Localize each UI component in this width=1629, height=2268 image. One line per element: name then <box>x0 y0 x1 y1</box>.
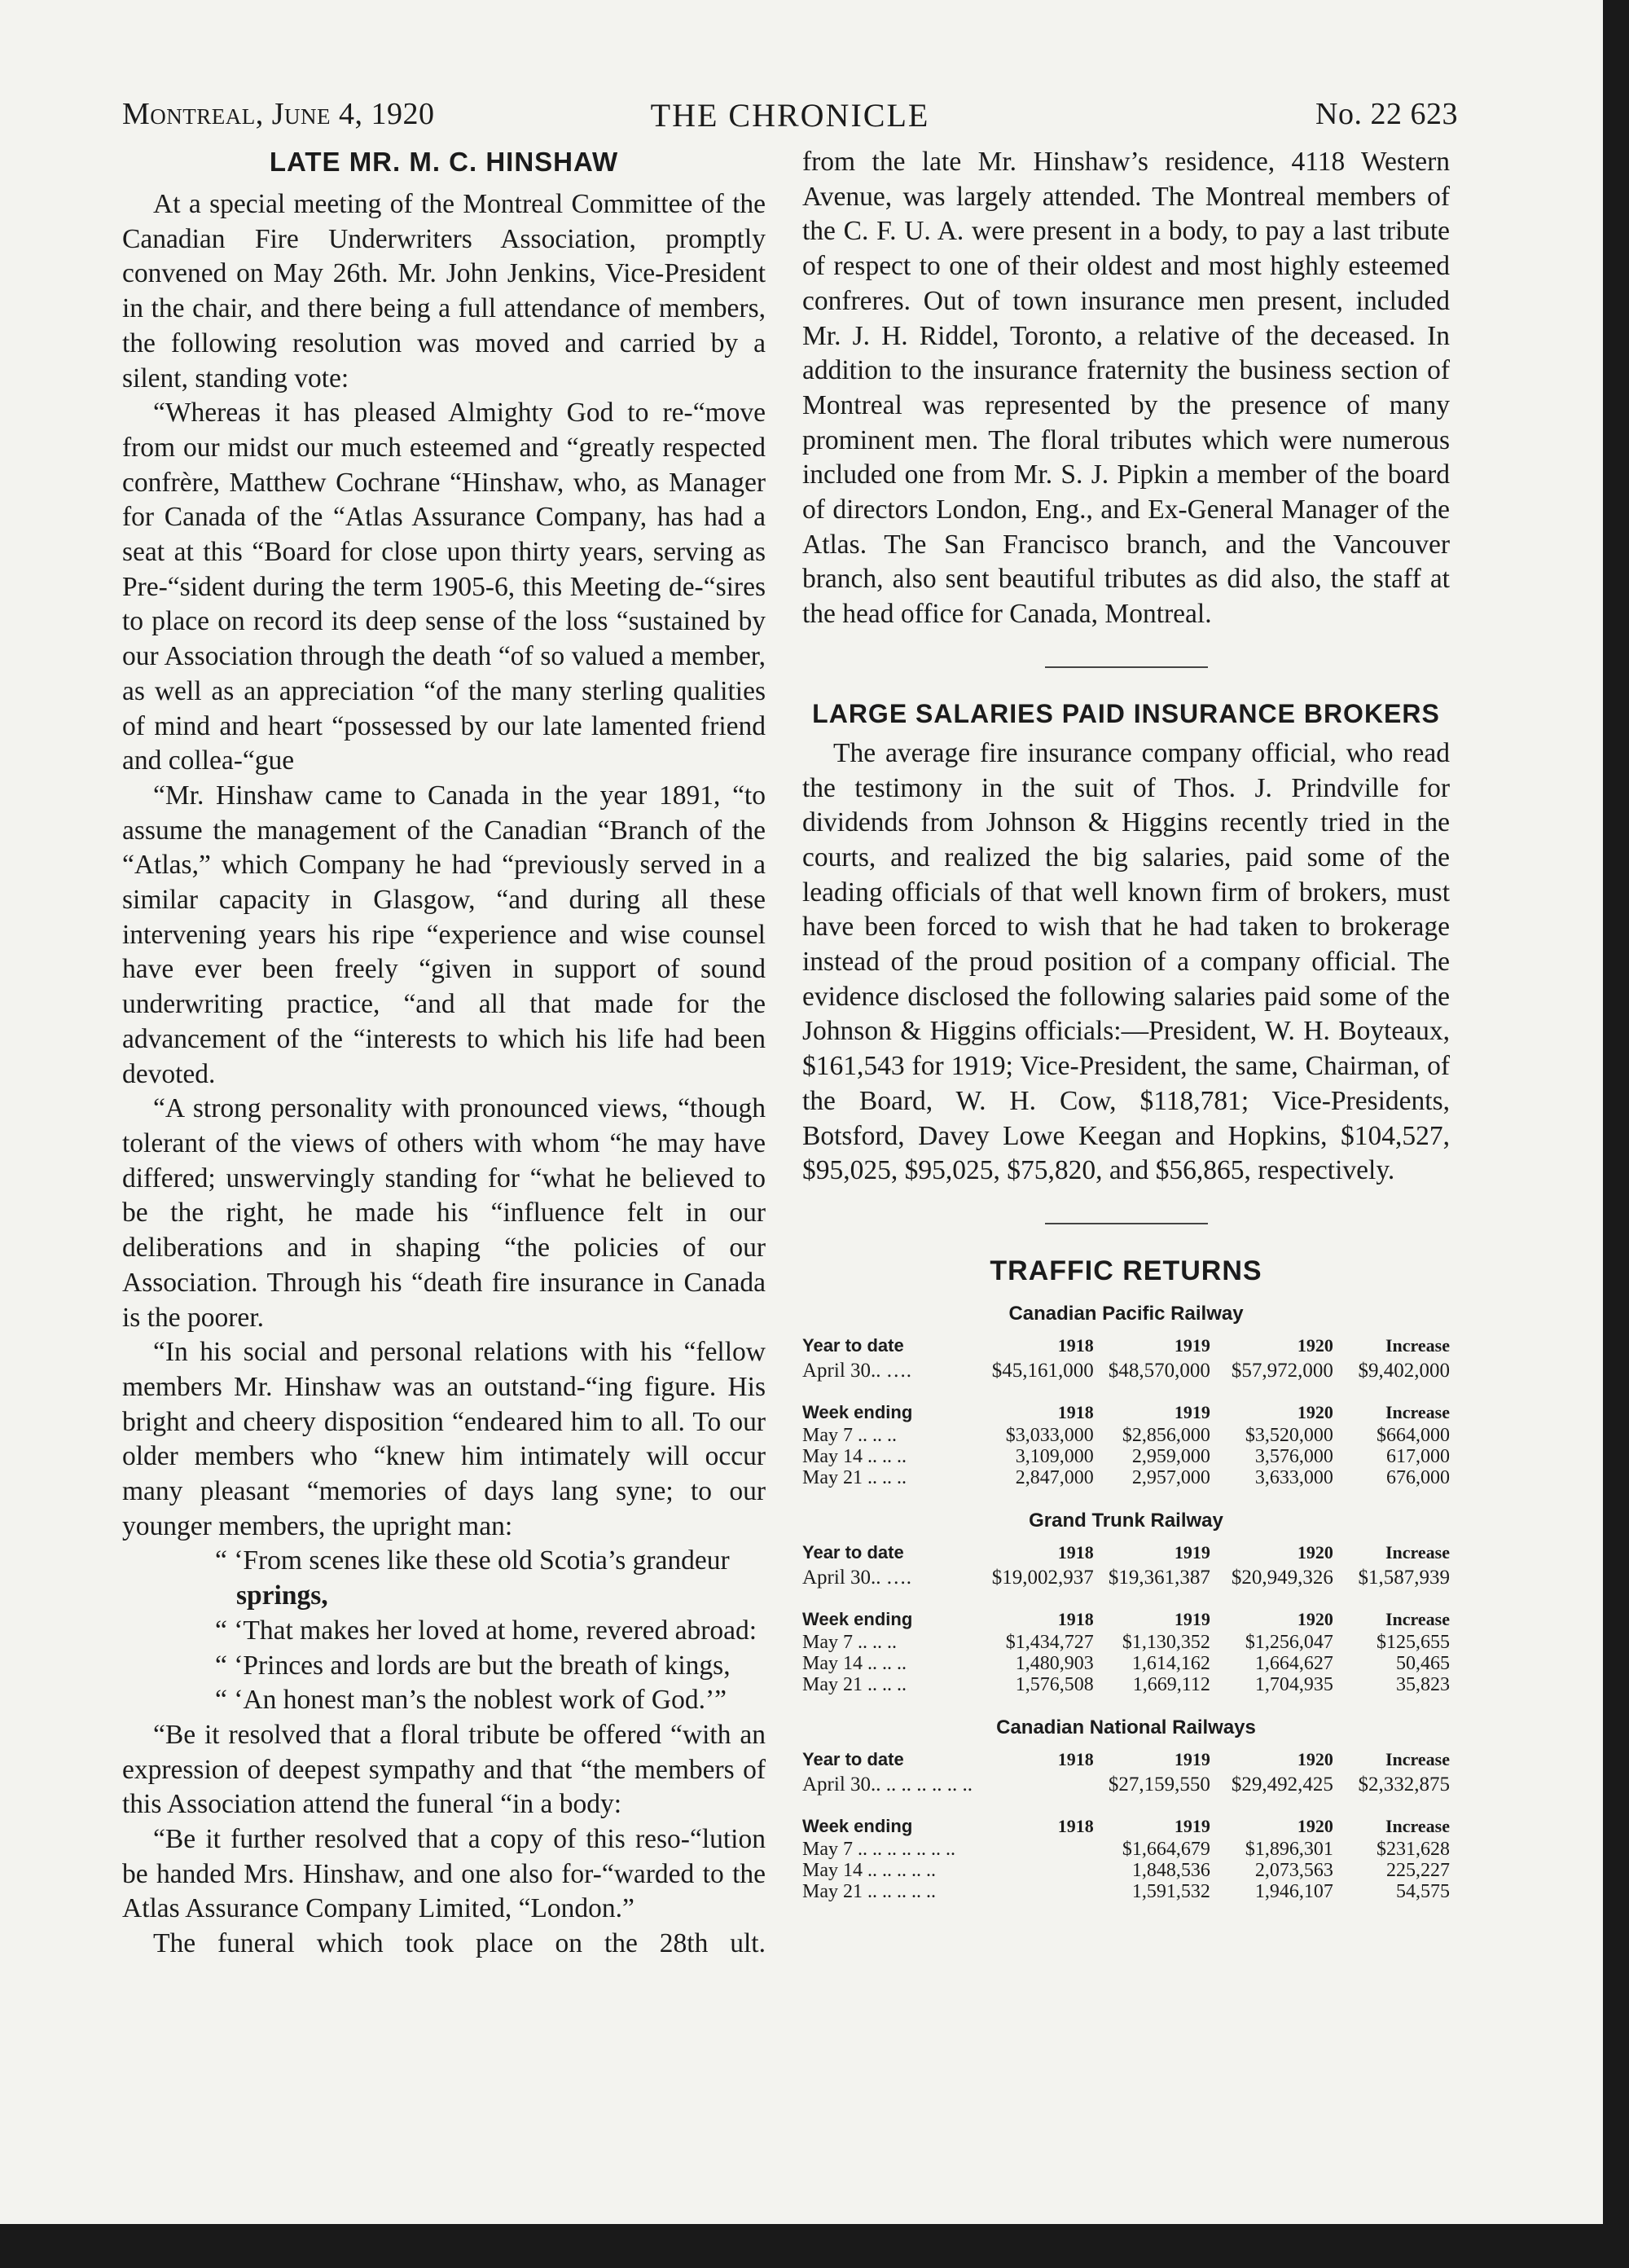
table-cell: $45,161,000 <box>991 1359 1094 1382</box>
row-label: April 30.. .. .. .. .. .. .. <box>802 1773 973 1796</box>
row-label: May 14 .. .. .. .. .. <box>802 1859 936 1881</box>
row-label: May 14 .. .. .. <box>802 1652 907 1674</box>
table-row <box>802 1467 1450 1488</box>
table-spacer <box>802 1384 1450 1400</box>
table-row <box>802 1565 1450 1591</box>
column-header: 1920 <box>1297 1815 1333 1836</box>
row-label: May 7 .. .. .. .. .. .. .. <box>802 1838 955 1860</box>
table-cell: $664,000 <box>1377 1424 1450 1446</box>
table-cell: $2,332,875 <box>1358 1773 1450 1796</box>
table-cell: 1,946,107 <box>1254 1880 1333 1902</box>
table-row <box>802 1541 1450 1565</box>
table-cell: $125,655 <box>1377 1631 1450 1653</box>
column-header: 1919 <box>1174 1334 1210 1356</box>
traffic-returns-title: TRAFFIC RETURNS <box>990 1255 1262 1286</box>
column-header: 1918 <box>1057 1334 1094 1356</box>
verse-line: “ ‘An honest man’s the noblest work of God.’” <box>215 1685 727 1716</box>
row-header-label: Week ending <box>802 1401 913 1422</box>
column-header: 1918 <box>1057 1748 1094 1769</box>
table-cell: $57,972,000 <box>1231 1359 1333 1382</box>
column-header: 1919 <box>1174 1608 1210 1629</box>
table-cell: $19,361,387 <box>1108 1566 1210 1589</box>
railway-name: Grand Trunk Railway <box>1029 1509 1223 1532</box>
column-header: 1920 <box>1297 1334 1333 1356</box>
table-cell: 50,465 <box>1396 1652 1450 1674</box>
column-header: Increase <box>1385 1541 1450 1563</box>
table-cell: $1,896,301 <box>1245 1838 1333 1860</box>
row-label: May 7 .. .. .. <box>802 1424 897 1446</box>
row-header-label: Year to date <box>802 1748 904 1769</box>
table-cell: $1,587,939 <box>1358 1566 1450 1589</box>
table-row <box>802 1446 1450 1467</box>
verse-line: “ ‘That makes her loved at home, revered abroad: <box>215 1615 757 1646</box>
column-header: 1919 <box>1174 1541 1210 1563</box>
verse-line: springs, <box>236 1580 328 1611</box>
row-label: May 21 .. .. .. <box>802 1673 907 1695</box>
row-label: April 30.. …. <box>802 1359 912 1382</box>
railway-gap <box>802 1695 1450 1713</box>
railway-name: Canadian National Railways <box>996 1716 1256 1738</box>
hinshaw-funeral-paragraph <box>122 1927 766 1962</box>
column-header: 1920 <box>1297 1541 1333 1563</box>
table-cell: 1,480,903 <box>1015 1652 1094 1674</box>
traffic-returns-tables <box>802 1303 1450 1902</box>
row-header-label: Year to date <box>802 1541 904 1563</box>
table-cell: $3,033,000 <box>1005 1424 1094 1446</box>
column-header: 1919 <box>1174 1815 1210 1836</box>
row-label: May 7 .. .. .. <box>802 1631 897 1653</box>
table-cell: 2,959,000 <box>1131 1445 1210 1467</box>
table-cell: 2,957,000 <box>1131 1466 1210 1488</box>
left-column <box>122 145 766 1962</box>
table-cell: $1,434,727 <box>1005 1631 1094 1653</box>
table-row <box>802 1772 1450 1798</box>
table-cell <box>977 1881 1094 1902</box>
table-spacer <box>802 1591 1450 1607</box>
table-cell: 2,073,563 <box>1254 1859 1333 1881</box>
row-header-label: Week ending <box>802 1608 913 1629</box>
table-cell: 225,227 <box>1386 1859 1450 1881</box>
table-cell: $19,002,937 <box>991 1566 1094 1589</box>
table-row <box>802 1814 1450 1839</box>
table-row <box>802 1334 1450 1358</box>
table-cell: 35,823 <box>1396 1673 1450 1695</box>
railway-name: Canadian Pacific Railway <box>1008 1302 1244 1325</box>
row-label: May 21 .. .. .. <box>802 1466 907 1488</box>
row-label: May 14 .. .. .. <box>802 1445 907 1467</box>
table-cell: 1,614,162 <box>1131 1652 1210 1674</box>
hinshaw-paragraph: “Mr. Hinshaw came to Canada in the year 1891, “to assume the management of the Canadian “Branch of the “Atlas,” which Company he had “previously served in a similar capacity in Glasgow, “and during all these intervening years his ripe “experience and wise counsel have ever been freely “given in support of sound underwriting practice, “and all that made for the advancement of the “interests to which his life had been devoted. <box>122 780 766 1089</box>
table-cell: $1,256,047 <box>1245 1631 1333 1653</box>
table-spacer <box>802 1798 1450 1814</box>
hinshaw-paragraph: “Whereas it has pleased Almighty God to re-“move from our midst our much esteemed and “greatly respected confrère, Matthew Cochrane “Hinshaw, who, as Manager for Canada of the “Atlas Assurance Company, has had a seat at this “Board for close upon thirty years, serving as Pre-“sident during the term 1905-6, this Meeting de-“sires to place on record its deep sense of the loss “sustained by our Association through the death “of so valued a member, as well as an appreciation “of the many sterling qualities of mind and heart “possessed by our late lamented friend and collea-“gue <box>122 398 766 776</box>
column-header: 1919 <box>1174 1401 1210 1422</box>
funeral-paragraph-continued <box>802 145 1450 632</box>
table-cell: $3,520,000 <box>1245 1424 1333 1446</box>
table-cell: 1,576,508 <box>1015 1673 1094 1695</box>
row-header-label: Week ending <box>802 1815 913 1836</box>
column-header: 1919 <box>1174 1748 1210 1769</box>
table-cell: 1,704,935 <box>1254 1673 1333 1695</box>
table-row <box>802 1632 1450 1653</box>
table-cell: 3,633,000 <box>1254 1466 1333 1488</box>
table-cell: $48,570,000 <box>1108 1359 1210 1382</box>
row-header-label: Year to date <box>802 1334 904 1356</box>
hinshaw-paragraph: At a special meeting of the Montreal Committee of the Canadian Fire Underwriters Association, promptly convened on May 26th. Mr. John Jenkins, Vice-President in the chair, and there being a full attendance of members, the following resolution was moved and carried by a silent, standing vote: <box>122 189 766 393</box>
table-cell: $1,664,679 <box>1122 1838 1210 1860</box>
table-row <box>802 1425 1450 1446</box>
table-cell: 2,847,000 <box>1015 1466 1094 1488</box>
table-cell: 617,000 <box>1386 1445 1450 1467</box>
right-column <box>802 145 1450 1902</box>
table-cell <box>977 1860 1094 1881</box>
table-cell: $27,159,550 <box>1108 1773 1210 1796</box>
header-dateline: Montreal, June 4, 1920 <box>122 97 435 131</box>
column-header: Increase <box>1385 1748 1450 1769</box>
railway-gap <box>802 1488 1450 1506</box>
salaries-paragraph: The average fire insurance company official, who read the testimony in the suit of Thos. J. Prindville for dividends from Johnson & Higgins recently tried in the courts, and realized the big salaries, paid some of the leading officials of that well known firm of brokers, must have been forced to wish that he had taken to brokerage instead of the proud position of a company official. The evidence disclosed the following salaries paid some of the Johnson & Higgins officials:—President, W. H. Boyteaux, $161,543 for 1919; Vice-President, the same, Chairman, of the Board, W. H. Cow, $118,781; Vice-Presidents, Botsford, Davey Lowe Keegan and Hopkins, $104,527, $95,025, $95,025, $75,820, and $56,865, respectively. <box>802 737 1450 1186</box>
table-row <box>802 1839 1450 1860</box>
column-header: Increase <box>1385 1334 1450 1356</box>
hinshaw-paragraph: “Be it further resolved that a copy of this reso-“lution be handed Mrs. Hinshaw, and one also for-“warded to the Atlas Assurance Company Limited, “London.” <box>122 1824 766 1924</box>
section-divider <box>1045 666 1208 668</box>
row-label: April 30.. …. <box>802 1566 912 1589</box>
table-cell <box>977 1772 1094 1798</box>
traffic-table <box>802 1541 1450 1695</box>
running-head <box>122 96 1458 145</box>
column-header: 1920 <box>1297 1401 1333 1422</box>
column-header: 1918 <box>1057 1815 1094 1836</box>
row-label: May 21 .. .. .. .. .. <box>802 1880 936 1902</box>
table-cell: 676,000 <box>1386 1466 1450 1488</box>
header-publication-title: THE CHRONICLE <box>650 97 930 134</box>
table-cell: 3,109,000 <box>1015 1445 1094 1467</box>
table-row <box>802 1607 1450 1632</box>
table-row <box>802 1400 1450 1425</box>
section-divider <box>1045 1223 1208 1224</box>
table-cell <box>977 1839 1094 1860</box>
column-header: 1920 <box>1297 1748 1333 1769</box>
column-header: 1920 <box>1297 1608 1333 1629</box>
column-header: Increase <box>1385 1815 1450 1836</box>
table-cell: $9,402,000 <box>1358 1359 1450 1382</box>
table-row <box>802 1860 1450 1881</box>
table-row <box>802 1653 1450 1674</box>
salaries-article-title: LARGE SALARIES PAID INSURANCE BROKERS <box>812 698 1440 728</box>
column-header: Increase <box>1385 1608 1450 1629</box>
table-row <box>802 1358 1450 1384</box>
table-cell: $20,949,326 <box>1231 1566 1333 1589</box>
table-cell: $231,628 <box>1377 1838 1450 1860</box>
verse-line: “ ‘Princes and lords are but the breath of kings, <box>215 1650 731 1681</box>
hinshaw-paragraph: “A strong personality with pronounced views, “though tolerant of the views of others with whom “he may have differed; unswervingly standing for “what he believed to be the right, he made his “influence felt in our deliberations and in shaping “the policies of our Association. Through his “death fire insurance in Canada is the poorer. <box>122 1093 766 1333</box>
table-row <box>802 1747 1450 1772</box>
table-cell: $29,492,425 <box>1231 1773 1333 1796</box>
funeral-paragraph-start: The funeral which took place on the 28th ult. <box>153 1928 766 1959</box>
verse-line: “ ‘From scenes like these old Scotia’s grandeur <box>215 1545 730 1576</box>
hinshaw-paragraph: “In his social and personal relations with his “fellow members Mr. Hinshaw was an outstand-“ing figure. His bright and cheery disposition “endeared him to all. To our older members who “knew him intimately will occur many pleasant “memories of days lang syne; to our younger members, the upright man: <box>122 1337 766 1541</box>
table-cell: 3,576,000 <box>1254 1445 1333 1467</box>
table-cell: 1,669,112 <box>1132 1673 1210 1695</box>
funeral-paragraph-rest: from the late Mr. Hinshaw’s residence, 4118 Western Avenue, was largely attended. The Montreal members of the C. F. U. A. were present in a body, to pay a last tribute of respect to one of their oldest and most highly esteemed confreres. Out of town insurance men present, included Mr. J. H. Riddel, Toronto, a relative of the deceased. In addition to the insurance fraternity the business section of Montreal was represented by the presence of many prominent men. The floral tributes which were numerous included one from Mr. S. J. Pipkin a member of the board of directors London, Eng., and Ex-General Manager of the Atlas. The San Francisco branch, and the Vancouver branch, also sent beautiful tributes as did also, the staff at the head office for Canada, Montreal. <box>802 147 1450 630</box>
table-row <box>802 1674 1450 1695</box>
traffic-table <box>802 1747 1450 1902</box>
burns-verse <box>122 1544 766 1718</box>
table-cell: $1,130,352 <box>1122 1631 1210 1653</box>
hinshaw-paragraph: “Be it resolved that a floral tribute be offered “with an expression of deepest sympathy and that “the members of this Association attend the funeral “in a body: <box>122 1719 766 1820</box>
column-header: Increase <box>1385 1401 1450 1422</box>
hinshaw-article-title: LATE MR. M. C. HINSHAW <box>269 147 619 177</box>
header-issue-page: No. 22 623 <box>1315 97 1458 131</box>
table-cell: 1,591,532 <box>1131 1880 1210 1902</box>
table-cell: 54,575 <box>1396 1880 1450 1902</box>
table-cell: $2,856,000 <box>1122 1424 1210 1446</box>
table-cell: 1,848,536 <box>1131 1859 1210 1881</box>
table-cell: 1,664,627 <box>1254 1652 1333 1674</box>
column-header: 1918 <box>1057 1608 1094 1629</box>
column-header: 1918 <box>1057 1541 1094 1563</box>
traffic-table <box>802 1334 1450 1488</box>
table-row <box>802 1881 1450 1902</box>
column-header: 1918 <box>1057 1401 1094 1422</box>
